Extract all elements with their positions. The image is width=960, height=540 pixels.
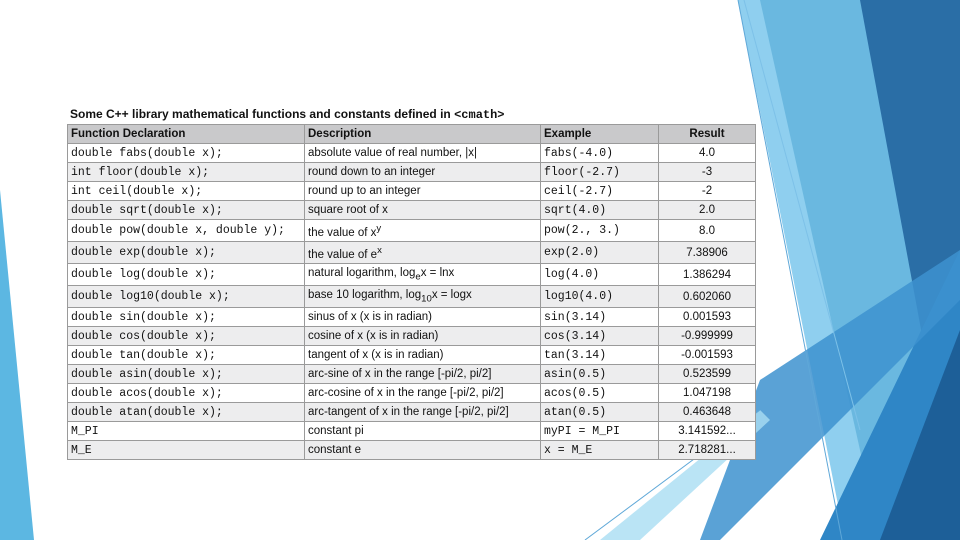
description-tail: x = logx: [431, 288, 472, 301]
example-text: log10(4.0): [544, 290, 614, 303]
example-cell: [541, 327, 659, 346]
description-text: tangent of x (x is in radian): [308, 349, 444, 361]
function-declaration-cell: [68, 201, 305, 220]
example-cell: [541, 384, 659, 403]
description-text: the value of e: [308, 248, 378, 261]
description-cell: [305, 182, 541, 201]
example-text: sin(3.14): [544, 310, 607, 324]
table-row: [68, 201, 756, 220]
function-declaration: double log(double x);: [71, 268, 216, 281]
example-text: fabs(-4.0): [544, 146, 614, 160]
example-cell: [541, 441, 659, 460]
result-value: -0.999999: [681, 330, 733, 342]
example-text: log(4.0): [544, 268, 600, 281]
description-text: cosine of x (x is in radian): [308, 330, 439, 342]
result-cell: [659, 286, 756, 308]
example-text: x = M_E: [544, 443, 593, 457]
function-declaration-cell: [68, 327, 305, 346]
example-cell: [541, 346, 659, 365]
function-declaration-cell: [68, 163, 305, 182]
description-text: arc-tangent of x in the range [-pi/2, pi/2]: [308, 406, 509, 418]
example-text: atan(0.5): [544, 405, 607, 419]
description-cell: [305, 403, 541, 422]
function-declaration-cell: [68, 242, 305, 264]
description-cell: [305, 384, 541, 403]
function-declaration: int floor(double x);: [71, 165, 210, 179]
table-row: [68, 441, 756, 460]
function-declaration-cell: [68, 384, 305, 403]
table-caption: [67, 104, 755, 124]
table-row: [68, 242, 756, 264]
description-text: sinus of x (x is in radian): [308, 311, 432, 323]
description-text: natural logarithm, log: [308, 266, 416, 279]
description-cell: [305, 327, 541, 346]
description-cell: [305, 422, 541, 441]
example-text: acos(0.5): [544, 386, 607, 400]
result-cell: [659, 422, 756, 441]
caption-text: Some C++ library mathematical functions and constants defined in: [70, 107, 455, 121]
table-row: [68, 286, 756, 308]
description-tail: x = lnx: [420, 266, 455, 279]
function-declaration-cell: [68, 182, 305, 201]
result-value: 1.047198: [683, 387, 731, 399]
description-cell: [305, 308, 541, 327]
example-text: sqrt(4.0): [544, 203, 607, 217]
result-value: 0.463648: [683, 406, 731, 418]
result-value: 0.523599: [683, 368, 731, 380]
result-value: 0.602060: [683, 290, 731, 303]
header-description: Description: [305, 125, 541, 144]
result-value: -0.001593: [681, 349, 733, 361]
result-cell: [659, 182, 756, 201]
result-cell: [659, 384, 756, 403]
description-cell: [305, 346, 541, 365]
example-text: myPI = M_PI: [544, 424, 620, 438]
example-text: cos(3.14): [544, 329, 607, 343]
description-text: arc-sine of x in the range [-pi/2, pi/2]: [308, 368, 492, 380]
result-value: 3.141592...: [678, 425, 736, 437]
result-cell: [659, 441, 756, 460]
result-value: -3: [701, 166, 713, 178]
description-cell: [305, 286, 541, 308]
table-row: [68, 163, 756, 182]
function-declaration-cell: [68, 346, 305, 365]
result-cell: [659, 327, 756, 346]
function-declaration-cell: [68, 144, 305, 163]
example-cell: [541, 264, 659, 286]
result-value: 2.0: [699, 204, 715, 216]
function-declaration-cell: [68, 286, 305, 308]
description-cell: [305, 441, 541, 460]
example-cell: [541, 286, 659, 308]
description-text: round up to an integer: [308, 185, 421, 197]
example-text: tan(3.14): [544, 348, 607, 362]
header-result: Result: [659, 125, 756, 144]
description-text: round down to an integer: [308, 166, 436, 178]
description-subscript: 10: [421, 293, 432, 305]
result-value: -2: [701, 185, 713, 197]
result-cell: [659, 163, 756, 182]
example-cell: [541, 422, 659, 441]
function-declaration-cell: [68, 403, 305, 422]
function-declaration-cell: [68, 365, 305, 384]
example-text: exp(2.0): [544, 246, 600, 259]
result-value: 4.0: [699, 147, 715, 159]
table-row: [68, 422, 756, 441]
function-declaration: double log10(double x);: [71, 290, 230, 303]
description-superscript: y: [376, 222, 382, 234]
function-declaration: double cos(double x);: [71, 329, 216, 343]
description-text: constant pi: [308, 425, 364, 437]
function-declaration-cell: [68, 264, 305, 286]
example-text: pow(2., 3.): [544, 224, 620, 237]
math-functions-table-figure: [67, 104, 755, 460]
function-declaration-cell: [68, 308, 305, 327]
function-declaration: M_PI: [71, 424, 99, 438]
function-declaration: double exp(double x);: [71, 246, 216, 259]
result-value: 8.0: [699, 224, 715, 237]
description-text: absolute value of real number, |x|: [308, 147, 477, 159]
description-text: base 10 logarithm, log: [308, 288, 422, 301]
example-cell: [541, 220, 659, 242]
function-declaration-cell: [68, 220, 305, 242]
example-cell: [541, 403, 659, 422]
example-cell: [541, 308, 659, 327]
result-cell: [659, 144, 756, 163]
description-cell: [305, 365, 541, 384]
example-text: ceil(-2.7): [544, 184, 614, 198]
description-cell: [305, 144, 541, 163]
result-cell: [659, 346, 756, 365]
result-cell: [659, 220, 756, 242]
result-cell: [659, 308, 756, 327]
description-text: square root of x: [308, 204, 388, 216]
example-cell: [541, 163, 659, 182]
function-declaration: double acos(double x);: [71, 386, 223, 400]
function-declaration: double pow(double x, double y);: [71, 224, 285, 237]
table-row: [68, 346, 756, 365]
example-cell: [541, 242, 659, 264]
result-value: 2.718281...: [678, 444, 736, 456]
description-cell: [305, 220, 541, 242]
description-cell: [305, 264, 541, 286]
header-function-declaration: Function Declaration: [68, 125, 305, 144]
description-cell: [305, 201, 541, 220]
description-cell: [305, 242, 541, 264]
table-row: [68, 384, 756, 403]
function-declaration-cell: [68, 422, 305, 441]
caption-header-name: <cmath>: [454, 108, 505, 122]
table-row: [68, 182, 756, 201]
table-row: [68, 144, 756, 163]
function-declaration: double fabs(double x);: [71, 146, 223, 160]
description-text: constant e: [308, 444, 362, 456]
result-value: 0.001593: [683, 311, 731, 323]
table-header-row: [68, 125, 756, 144]
description-text: arc-cosine of x in the range [-pi/2, pi/2]: [308, 387, 504, 399]
result-value: 7.38906: [686, 246, 728, 259]
result-value: 1.386294: [683, 268, 731, 281]
math-functions-table: [67, 124, 756, 460]
example-cell: [541, 182, 659, 201]
description-cell: [305, 163, 541, 182]
description-superscript: x: [377, 244, 382, 256]
function-declaration: double asin(double x);: [71, 367, 223, 381]
table-row: [68, 403, 756, 422]
function-declaration: double sin(double x);: [71, 310, 216, 324]
function-declaration: double atan(double x);: [71, 405, 223, 419]
description-text: the value of x: [308, 226, 377, 239]
header-example: Example: [541, 125, 659, 144]
example-cell: [541, 365, 659, 384]
table-row: [68, 264, 756, 286]
function-declaration: double tan(double x);: [71, 348, 216, 362]
function-declaration: double sqrt(double x);: [71, 203, 223, 217]
table-row: [68, 220, 756, 242]
result-cell: [659, 264, 756, 286]
example-text: floor(-2.7): [544, 165, 620, 179]
table-body: [68, 144, 756, 460]
result-cell: [659, 242, 756, 264]
result-cell: [659, 403, 756, 422]
result-cell: [659, 365, 756, 384]
table-row: [68, 327, 756, 346]
table-row: [68, 308, 756, 327]
result-cell: [659, 201, 756, 220]
example-cell: [541, 144, 659, 163]
function-declaration: M_E: [71, 443, 92, 457]
description-subscript: e: [415, 271, 421, 283]
function-declaration: int ceil(double x);: [71, 184, 203, 198]
table-row: [68, 365, 756, 384]
example-cell: [541, 201, 659, 220]
function-declaration-cell: [68, 441, 305, 460]
example-text: asin(0.5): [544, 367, 607, 381]
